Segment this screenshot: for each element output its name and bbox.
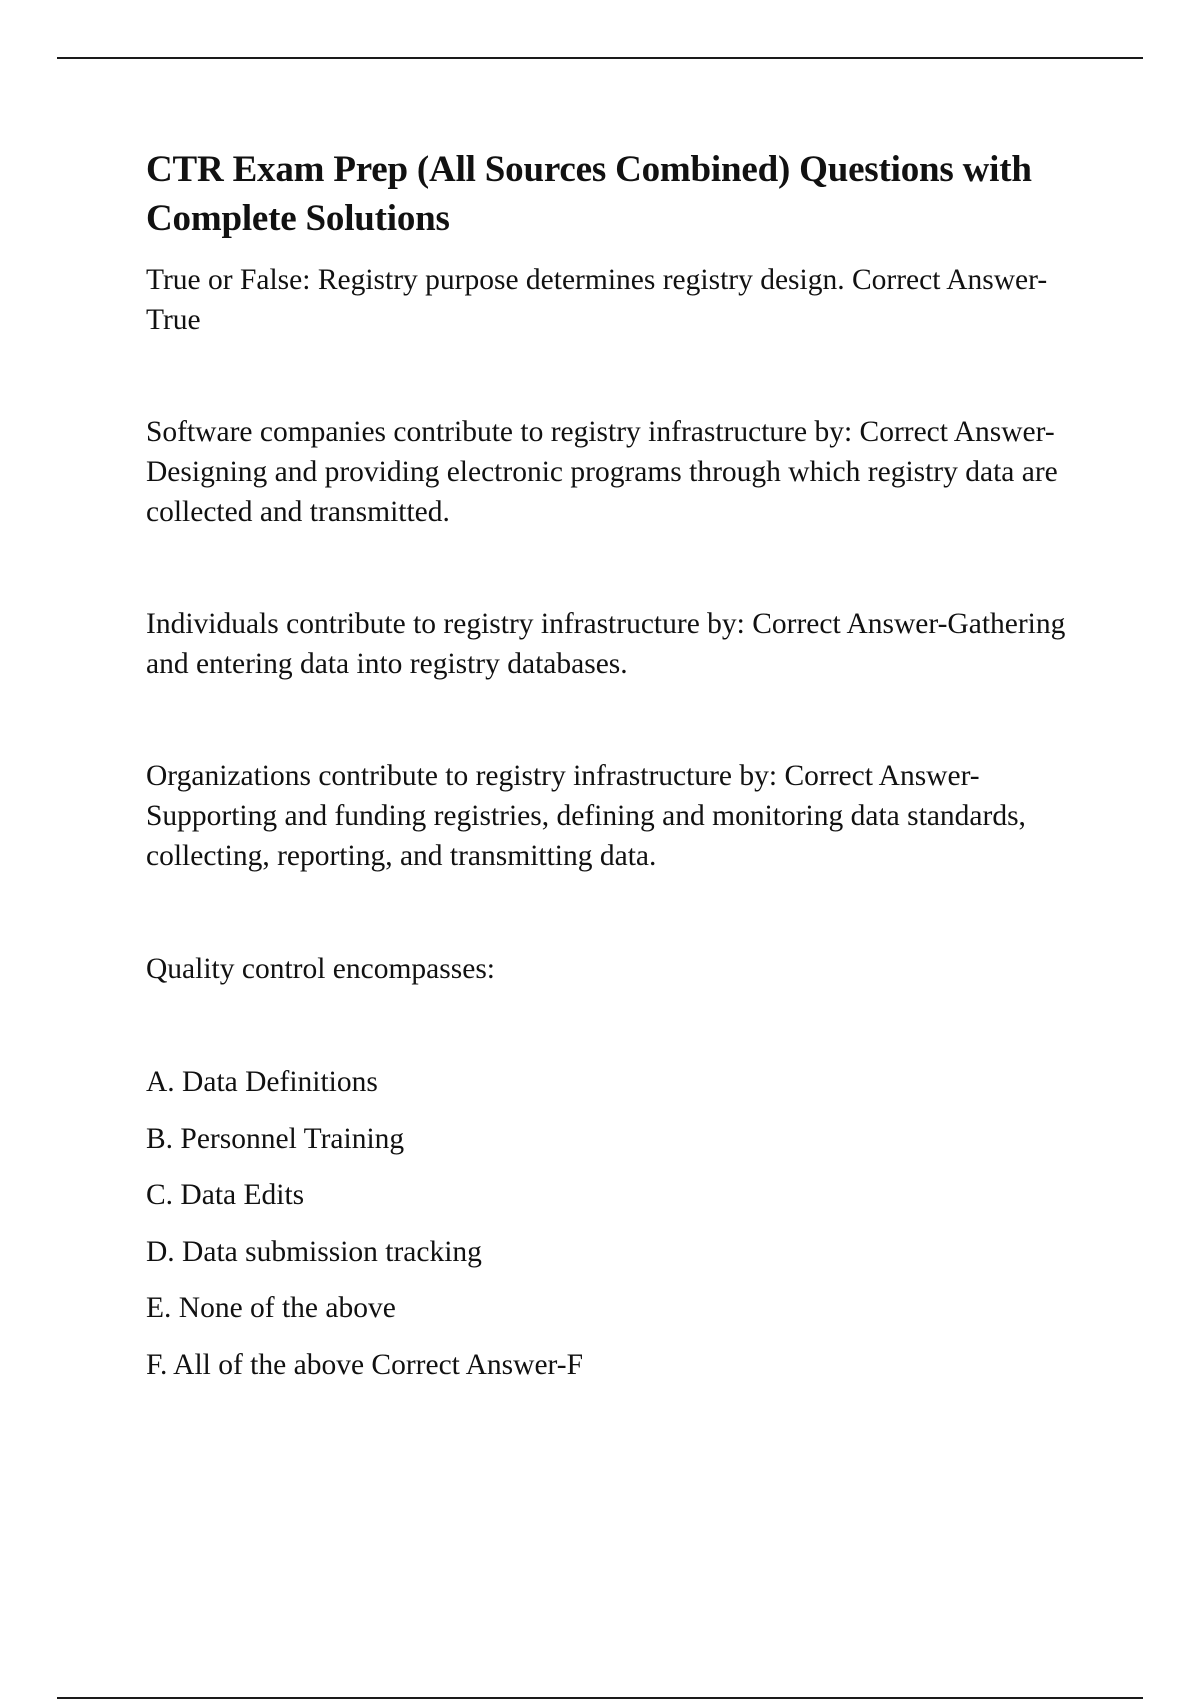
footer-rule	[57, 1697, 1143, 1699]
question-software-companies: Software companies contribute to registry infrastructure by: Correct Answer-Designing and providing electronic programs through which registry data are collected and transmitted.	[146, 416, 1058, 528]
option-e: E. None of the above	[146, 1292, 396, 1324]
document-body	[146, 145, 1086, 1401]
option-b: B. Personnel Training	[146, 1122, 405, 1155]
question-organizations: Organizations contribute to registry infrastructure by: Correct Answer-Supporting and funding registries, defining and monitoring data standards, collecting, reporting, and transmitting data.	[146, 760, 1026, 872]
question-quality-control: Quality control encompasses:	[146, 953, 496, 985]
option-c: C. Data Edits	[146, 1179, 305, 1211]
answer-options-list	[146, 1062, 1086, 1401]
question-individuals: Individuals contribute to registry infrastructure by: Correct Answer-Gathering and entering data into registry databases.	[146, 608, 1066, 680]
option-a: A. Data Definitions	[146, 1066, 378, 1098]
question-registry-purpose: True or False: Registry purpose determines registry design. Correct Answer-True	[146, 264, 1048, 336]
option-d: D. Data submission tracking	[146, 1235, 482, 1268]
option-f: F. All of the above Correct Answer-F	[146, 1348, 584, 1381]
document-title: CTR Exam Prep (All Sources Combined) Questions with Complete Solutions	[146, 149, 1032, 239]
header-rule	[57, 57, 1143, 59]
